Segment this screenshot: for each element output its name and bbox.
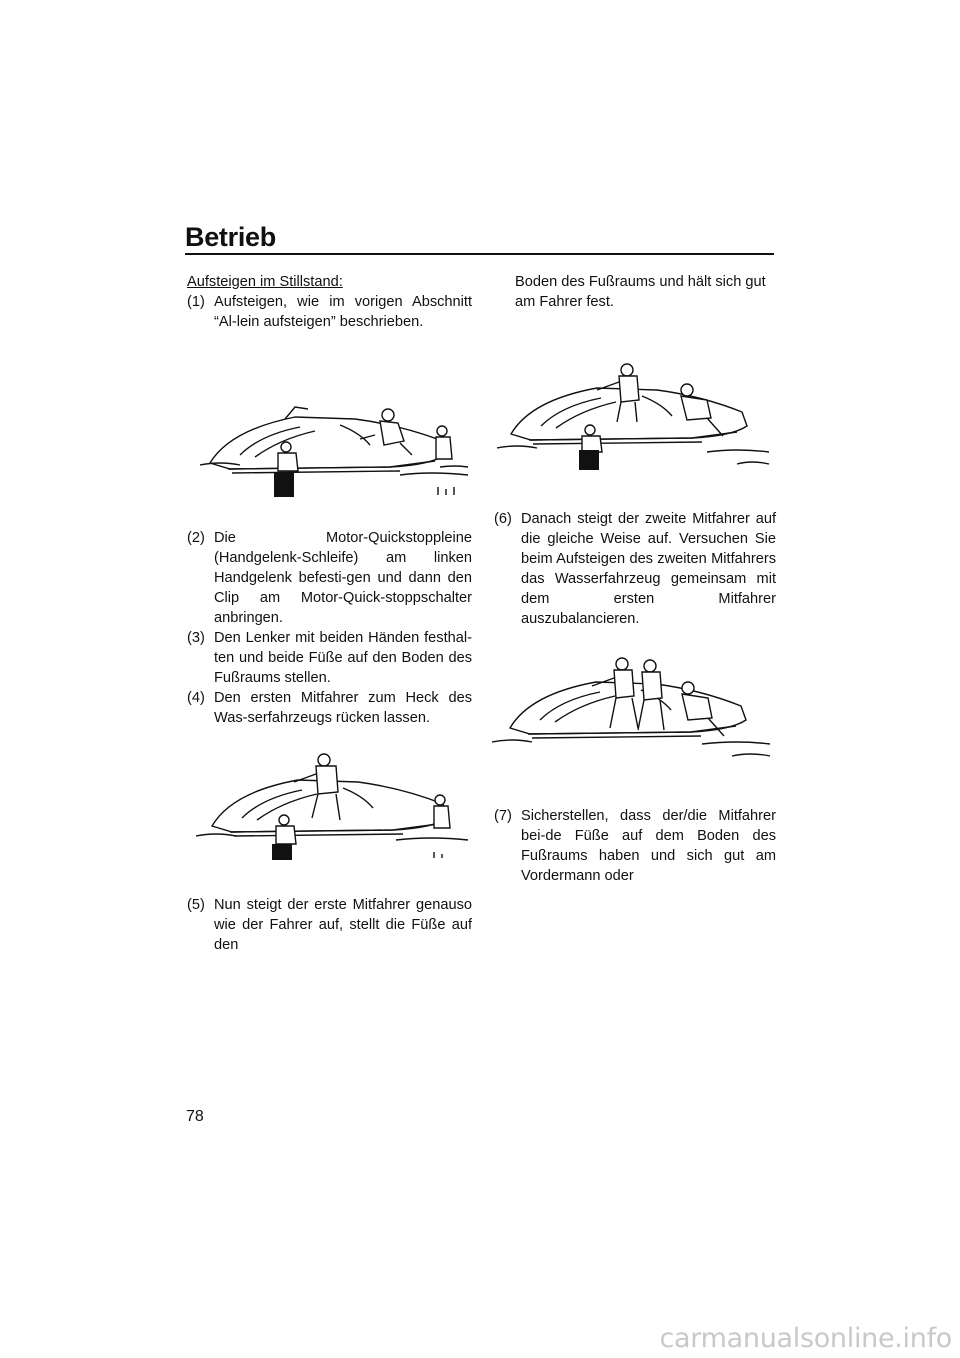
step-5-continuation: Boden des Fußraums und hält sich gut am Fahrer fest. xyxy=(515,274,766,310)
step-text: Die Motor-Quickstoppleine (Handgelenk-Schleife) am linken Handgelenk befesti-gen und dann den Clip am Motor-Quick-stoppschalter anbringen. xyxy=(214,530,472,626)
watermark: carmanualsonline.info xyxy=(659,1323,952,1354)
right-column xyxy=(494,272,776,312)
left-column xyxy=(187,272,472,332)
step-5 xyxy=(187,895,472,955)
step-text: Den Lenker mit beiden Händen festhal-ten und beide Füße auf den Boden des Fußraums stellen. xyxy=(214,630,472,686)
header-rule xyxy=(185,253,774,255)
step-6 xyxy=(494,509,776,629)
watercraft-illustration xyxy=(200,395,470,500)
right-column-block-3 xyxy=(494,806,776,886)
watercraft-illustration xyxy=(492,648,772,763)
step-number: (2) xyxy=(187,530,205,546)
left-column-block-3 xyxy=(187,895,472,955)
page-number: 78 xyxy=(186,1108,204,1125)
step-number: (4) xyxy=(187,690,205,706)
step-number: (6) xyxy=(494,511,512,527)
step-text: Danach steigt der zweite Mitfahrer auf die gleiche Weise auf. Versuchen Sie beim Aufsteigen des zweiten Mitfahrers das Wasserfahrzeug gemeinsam mit dem ersten Mitfahrer auszubalancieren. xyxy=(521,511,776,627)
step-number: (7) xyxy=(494,808,512,824)
illustration-2 xyxy=(497,360,772,470)
step-1 xyxy=(187,292,472,332)
step-text: Nun steigt der erste Mitfahrer genauso wie der Fahrer auf, stellt die Füße auf den xyxy=(214,897,472,953)
step-4 xyxy=(187,688,472,728)
step-text: Sicherstellen, dass der/die Mitfahrer bei-de Füße auf dem Boden des Fußraums haben und sich gut am Vordermann oder xyxy=(521,808,776,884)
watercraft-illustration xyxy=(497,360,772,470)
illustration-1 xyxy=(200,395,470,500)
left-column-block-2 xyxy=(187,528,472,728)
subheading: Aufsteigen im Stillstand: xyxy=(187,274,343,290)
step-text: Aufsteigen, wie im vorigen Abschnitt “Al-lein aufsteigen” beschrieben. xyxy=(214,294,472,330)
step-7 xyxy=(494,806,776,886)
step-number: (5) xyxy=(187,897,205,913)
step-3 xyxy=(187,628,472,688)
illustration-3 xyxy=(196,748,471,860)
watercraft-illustration xyxy=(196,748,471,860)
step-text: Den ersten Mitfahrer zum Heck des Was-serfahrzeugs rücken lassen. xyxy=(214,690,472,726)
step-number: (1) xyxy=(187,294,205,310)
section-title: Betrieb xyxy=(185,222,276,252)
step-number: (3) xyxy=(187,630,205,646)
step-2 xyxy=(187,528,472,628)
illustration-4 xyxy=(492,648,772,763)
right-column-block-2 xyxy=(494,509,776,629)
